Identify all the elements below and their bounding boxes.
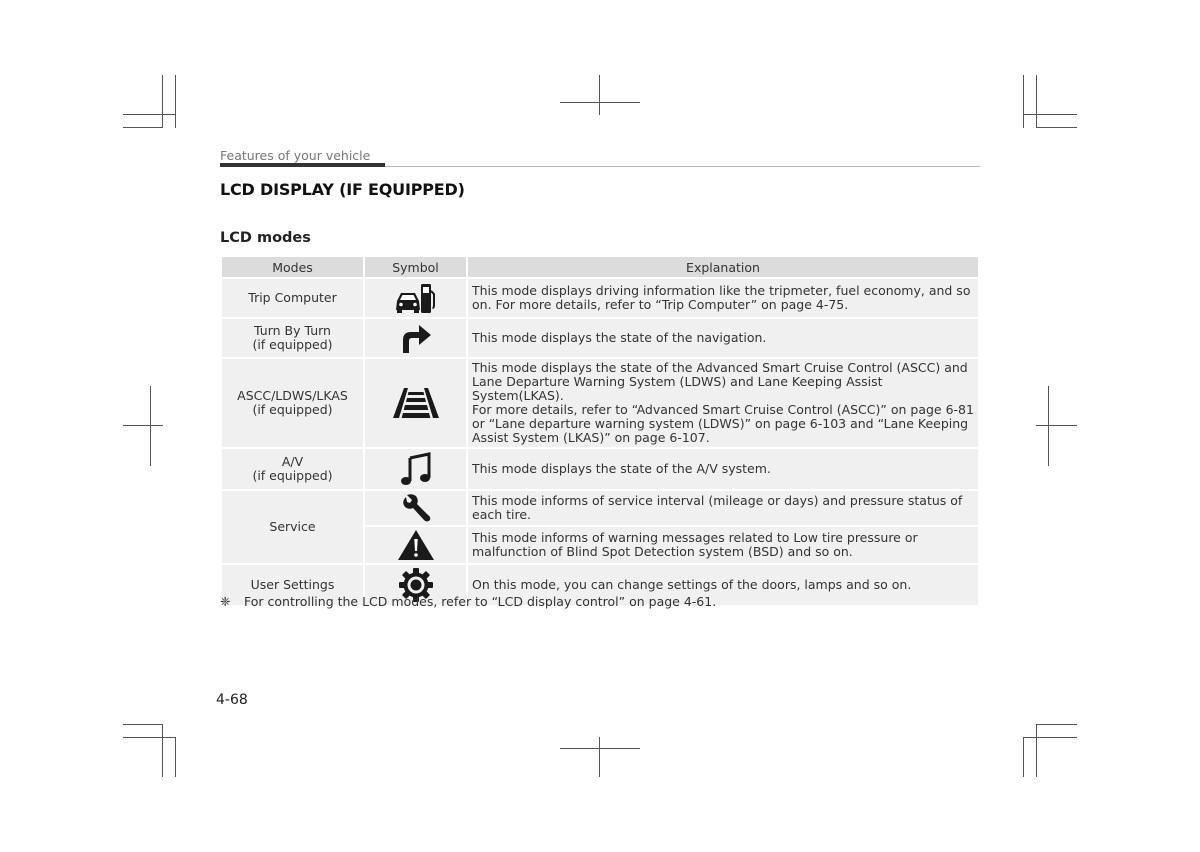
mode-cell <box>221 490 364 564</box>
crop-mark <box>560 102 640 103</box>
table-row <box>221 490 979 526</box>
running-header: Features of your vehicle <box>220 148 371 163</box>
crop-mark <box>1023 114 1077 115</box>
table-row <box>221 278 979 318</box>
column-header-modes: Modes <box>221 256 364 278</box>
crop-mark <box>175 737 176 777</box>
column-header-explanation: Explanation <box>467 256 979 278</box>
explanation-cell: This mode displays the state of the navigation. <box>467 318 979 358</box>
crop-mark <box>123 127 163 128</box>
symbol-cell <box>364 490 467 526</box>
mode-name: Turn By Turn <box>254 323 331 338</box>
explanation-cell <box>467 358 979 448</box>
crop-mark <box>162 724 163 777</box>
mode-name: A/V <box>281 454 304 469</box>
crop-mark <box>123 114 176 115</box>
mode-cell <box>221 448 364 490</box>
explanation-cell: This mode informs of warning messages related to Low tire pressure or malfunction of Blind Spot Detection system (BSD) and so on. <box>467 526 979 564</box>
crop-mark <box>1023 737 1077 738</box>
crop-mark <box>1036 724 1037 777</box>
explanation-cell: This mode displays the state of the A/V system. <box>467 448 979 490</box>
crop-mark <box>1036 75 1037 128</box>
symbol-cell <box>364 318 467 358</box>
crop-mark <box>123 724 163 725</box>
crop-mark <box>1023 75 1024 128</box>
lane-road-icon <box>392 385 440 421</box>
mode-name: Service <box>269 519 316 534</box>
symbol-cell <box>364 448 467 490</box>
table-row <box>221 448 979 490</box>
crop-mark <box>1023 737 1024 777</box>
crop-mark <box>150 386 151 466</box>
explanation-cell: On this mode, you can change settings of the doors, lamps and so on. <box>467 564 979 606</box>
mode-cell <box>221 318 364 358</box>
section-title: LCD modes <box>220 230 311 246</box>
crop-mark <box>1036 127 1077 128</box>
header-rule <box>385 166 980 167</box>
column-header-symbol: Symbol <box>364 256 467 278</box>
footnote-text: For controlling the LCD modes, refer to “LCD display control” on page 4-61. <box>244 594 717 609</box>
explanation-text: This mode displays the state of the Advanced Smart Cruise Control (ASCC) and Lane Departure Warning System (LDWS) and Lane Keeping Assist System(LKAS). <box>472 360 968 403</box>
footnote <box>220 594 716 609</box>
crop-mark <box>599 737 600 777</box>
wrench-icon <box>400 493 432 523</box>
crop-mark <box>560 748 640 749</box>
footnote-mark: ❈ <box>220 594 231 609</box>
music-note-icon <box>399 451 433 487</box>
mode-name: Trip Computer <box>248 290 337 305</box>
explanation-text: For more details, refer to “Advanced Smart Cruise Control (ASCC)” on page 6-81 or “Lane departure warning system (LDWS)” on page 6-103 and “Lane Keeping Assist System (LKAS)” on page 6-107. <box>472 402 974 445</box>
symbol-cell <box>364 278 467 318</box>
page-number: 4-68 <box>216 692 248 708</box>
header-rule <box>220 163 385 167</box>
mode-note: (if equipped) <box>252 337 333 352</box>
crop-mark <box>1036 425 1077 426</box>
warning-triangle-icon <box>397 529 435 561</box>
crop-mark <box>1036 724 1077 725</box>
symbol-cell <box>364 358 467 448</box>
explanation-cell: This mode displays driving information like the tripmeter, fuel economy, and so on. For more details, refer to “Trip Computer” on page 4-75. <box>467 278 979 318</box>
turn-arrow-icon <box>398 321 434 355</box>
table-row <box>221 318 979 358</box>
table-header-row <box>221 256 979 278</box>
mode-note: (if equipped) <box>252 468 333 483</box>
lcd-modes-table <box>220 255 980 607</box>
mode-note: (if equipped) <box>252 402 333 417</box>
mode-name: ASCC/LDWS/LKAS <box>237 388 348 403</box>
symbol-cell <box>364 526 467 564</box>
crop-mark <box>599 75 600 115</box>
page-title: LCD DISPLAY (IF EQUIPPED) <box>220 180 465 199</box>
crop-mark <box>162 75 163 128</box>
crop-mark <box>175 75 176 128</box>
mode-cell <box>221 358 364 448</box>
table-row <box>221 358 979 448</box>
fuel-pump-car-icon <box>394 281 438 315</box>
crop-mark <box>123 737 176 738</box>
explanation-cell: This mode informs of service interval (mileage or days) and pressure status of each tire. <box>467 490 979 526</box>
mode-cell <box>221 278 364 318</box>
crop-mark <box>123 425 163 426</box>
mode-name: User Settings <box>250 577 335 592</box>
crop-mark <box>1048 386 1049 466</box>
